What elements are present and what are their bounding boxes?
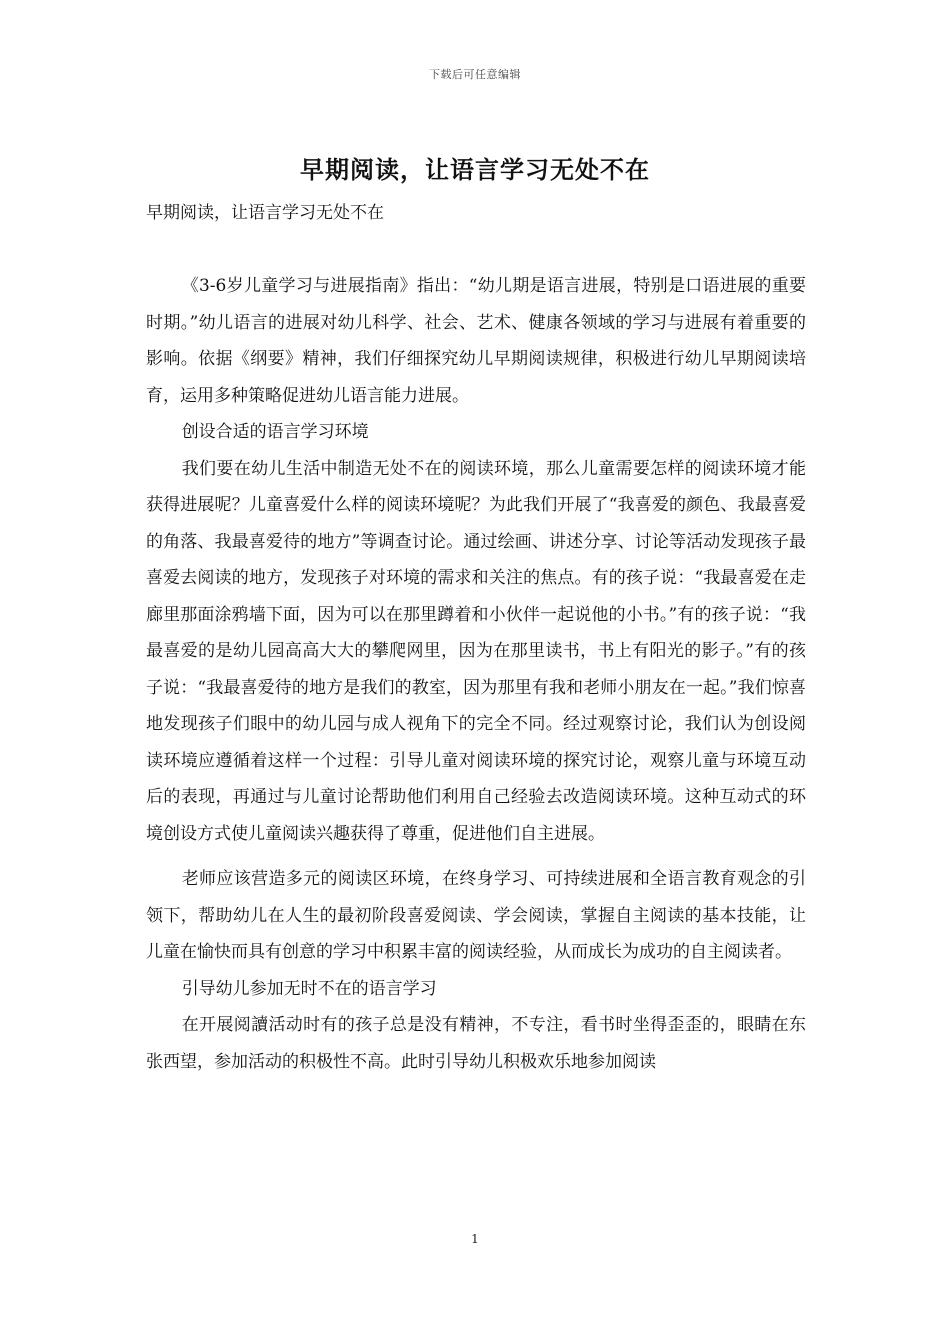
page-header: 下载后可任意编辑	[429, 68, 521, 81]
paragraph-teacher: 老师应该营造多元的阅读区环境，在终身学习、可持续进展和全语言教育观念的引领下，帮助幼儿在人生的最初阶段喜爱阅读、学会阅读，掌握自主阅读的基本技能，让儿童在愉快而具有创意的学习中积累丰富的阅读经验，从而成长为成功的自主阅读者。	[146, 869, 806, 962]
paragraph-intro: 《3-6岁儿童学习与进展指南》指出：“幼儿期是语言进展，特别是口语进展的重要时期。”幼儿语言的进展对幼儿科学、社会、艺术、健康各领域的学习与进展有着重要的影响。依据《纲要》精神，我们仔细探究幼儿早期阅读规律，积极进行幼儿早期阅读培育，运用多种策略促进幼儿语言能力进展。	[146, 276, 806, 406]
paragraph-environment: 我们要在幼儿生活中制造无处不在的阅读环境，那么儿童需要怎样的阅读环境才能获得进展呢？儿童喜爱什么样的阅读环境呢？为此我们开展了“我喜爱的颜色、我最喜爱的角落、我最喜爱待的地方”等调查讨论。通过绘画、讲述分享、讨论等活动发现孩子最喜爱去阅读的地方，发现孩子对环境的需求和关注的焦点。有的孩子说：“我最喜爱在走廊里那面涂鸦墙下面，因为可以在那里蹲着和小伙伴一起说他的小书。”有的孩子说：“我最喜爱的是幼儿园高高大大的攀爬网里，因为在那里读书，书上有阳光的影子。”有的孩子说：“我最喜爱待的地方是我们的教室，因为那里有我和老师小朋友在一起。”我们惊喜地发现孩子们眼中的幼儿园与成人视角下的完全不同。经过观察讨论，我们认为创设阅读环境应遵循着这样一个过程：引导儿童对阅读环境的探究讨论，观察儿童与环境互动后的表现，再通过与儿童讨论帮助他们利用自己经验去改造阅读环境。这种互动式的环境创设方式使儿童阅读兴趣获得了尊重，促进他们自主进展。	[146, 458, 806, 844]
page-number: 1	[471, 1232, 479, 1246]
section-heading-participation: 引导幼儿参加无时不在的语言学习	[181, 978, 437, 999]
section-heading-environment: 创设合适的语言学习环境	[181, 422, 369, 442]
document-body	[146, 268, 806, 1080]
document-subtitle: 早期阅读，让语言学习无处不在	[146, 203, 384, 223]
paragraph-participation: 在开展阅讀活动时有的孩子总是没有精神，不专注，看书时坐得歪歪的，眼睛在东张西望，参加活动的积极性不高。此时引导幼儿积极欢乐地参加阅读	[146, 1015, 806, 1072]
document-title: 早期阅读，让语言学习无处不在	[300, 155, 650, 184]
